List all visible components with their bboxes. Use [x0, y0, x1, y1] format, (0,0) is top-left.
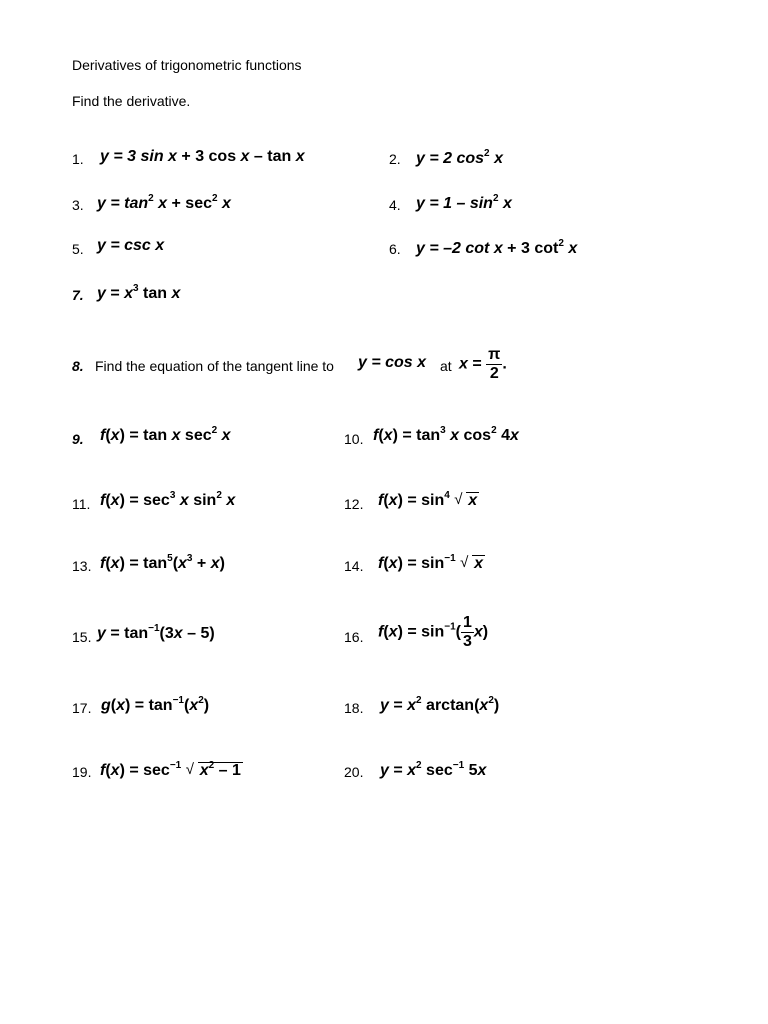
- problem-10-equation: $f(x) = \tan^3 x$ $\cos^2 4x$: [373, 425, 519, 444]
- problem-8-point: x = $\frac{\pi}{2}$ .: [459, 346, 507, 382]
- problem-11-equation: $f(x) = \sec^3 x$ $\sin^2 x$: [100, 490, 236, 509]
- problem-17-equation: $g(x) = \tan^{-1}(x^2)$: [101, 695, 210, 714]
- problem-16-equation: $f(x) = \sin^{-1}$( $\frac{1}{3}$ x): [378, 614, 489, 650]
- problem-number: 4.: [389, 197, 401, 213]
- problem-number: 7.: [72, 287, 84, 303]
- problem-number: 12.: [344, 496, 364, 512]
- problem-number: 10.: [344, 431, 364, 447]
- problem-8-text: Find the equation of the tangent line to: [95, 358, 334, 374]
- problem-7-equation: $y = x^3$ tan x: [97, 283, 181, 302]
- problem-8-at: at: [440, 358, 452, 374]
- problem-number: 11.: [72, 496, 91, 512]
- problem-3-equation: $y = \tan^2 x + \sec^2 x$: [97, 193, 231, 212]
- problem-number: 1.: [72, 151, 84, 167]
- problem-15-equation: $y = \tan^{-1}(3x - 5)$: [97, 623, 215, 642]
- problem-number: 2.: [389, 151, 401, 167]
- problem-14-equation: $f(x) = \sin^{-1}$ √ x: [378, 555, 485, 573]
- problem-number: 19.: [72, 764, 92, 780]
- problem-number: 3.: [72, 197, 84, 213]
- problem-number: 8.: [72, 358, 84, 374]
- problem-18-equation: $y = x^2$ $\arctan(x^2)$: [380, 695, 500, 714]
- problem-number: 9.: [72, 431, 84, 447]
- problem-number: 16.: [344, 629, 364, 645]
- sqrt-symbol: √ x: [460, 555, 485, 573]
- problem-number: 14.: [344, 558, 364, 574]
- problem-5-equation: y = csc x: [97, 237, 165, 254]
- problem-number: 6.: [389, 241, 401, 257]
- problem-number: 20.: [344, 764, 364, 780]
- problem-12-equation: $f(x) = \sin^4$ √ x: [378, 492, 479, 510]
- problem-9-equation: f(x) = tan x $\sec^2 x$: [100, 425, 231, 444]
- instruction-text: Find the derivative.: [72, 93, 191, 109]
- sqrt-symbol: √ $x^2 - 1$: [186, 762, 243, 780]
- problem-19-equation: $f(x) = \sec^{-1}$ √ $x^2 - 1$: [100, 762, 243, 780]
- problem-2-equation: y = 2 $\cos^2 x$: [416, 148, 503, 167]
- problem-number: 18.: [344, 700, 364, 716]
- problem-number: 15.: [72, 629, 92, 645]
- problem-number: 13.: [72, 558, 92, 574]
- worksheet-title: Derivatives of trigonometric functions: [72, 57, 302, 73]
- problem-1-equation: y = 3 sin x + 3 cos x – tan x: [100, 148, 305, 165]
- problem-4-equation: $y = 1 - \sin^2 x$: [416, 193, 512, 212]
- problem-number: 5.: [72, 241, 84, 257]
- sqrt-symbol: √ x: [454, 492, 479, 510]
- problem-13-equation: $f(x) = \tan^5(x^3 + x)$: [100, 553, 225, 572]
- problem-6-equation: y = –2 cot x + 3 $\cot^2 x$: [416, 238, 578, 257]
- problem-8-equation: y = cos x: [358, 354, 427, 371]
- problem-number: 17.: [72, 700, 92, 716]
- problem-20-equation: $y = x^2$ $\sec^{-1} 5x$: [380, 760, 487, 779]
